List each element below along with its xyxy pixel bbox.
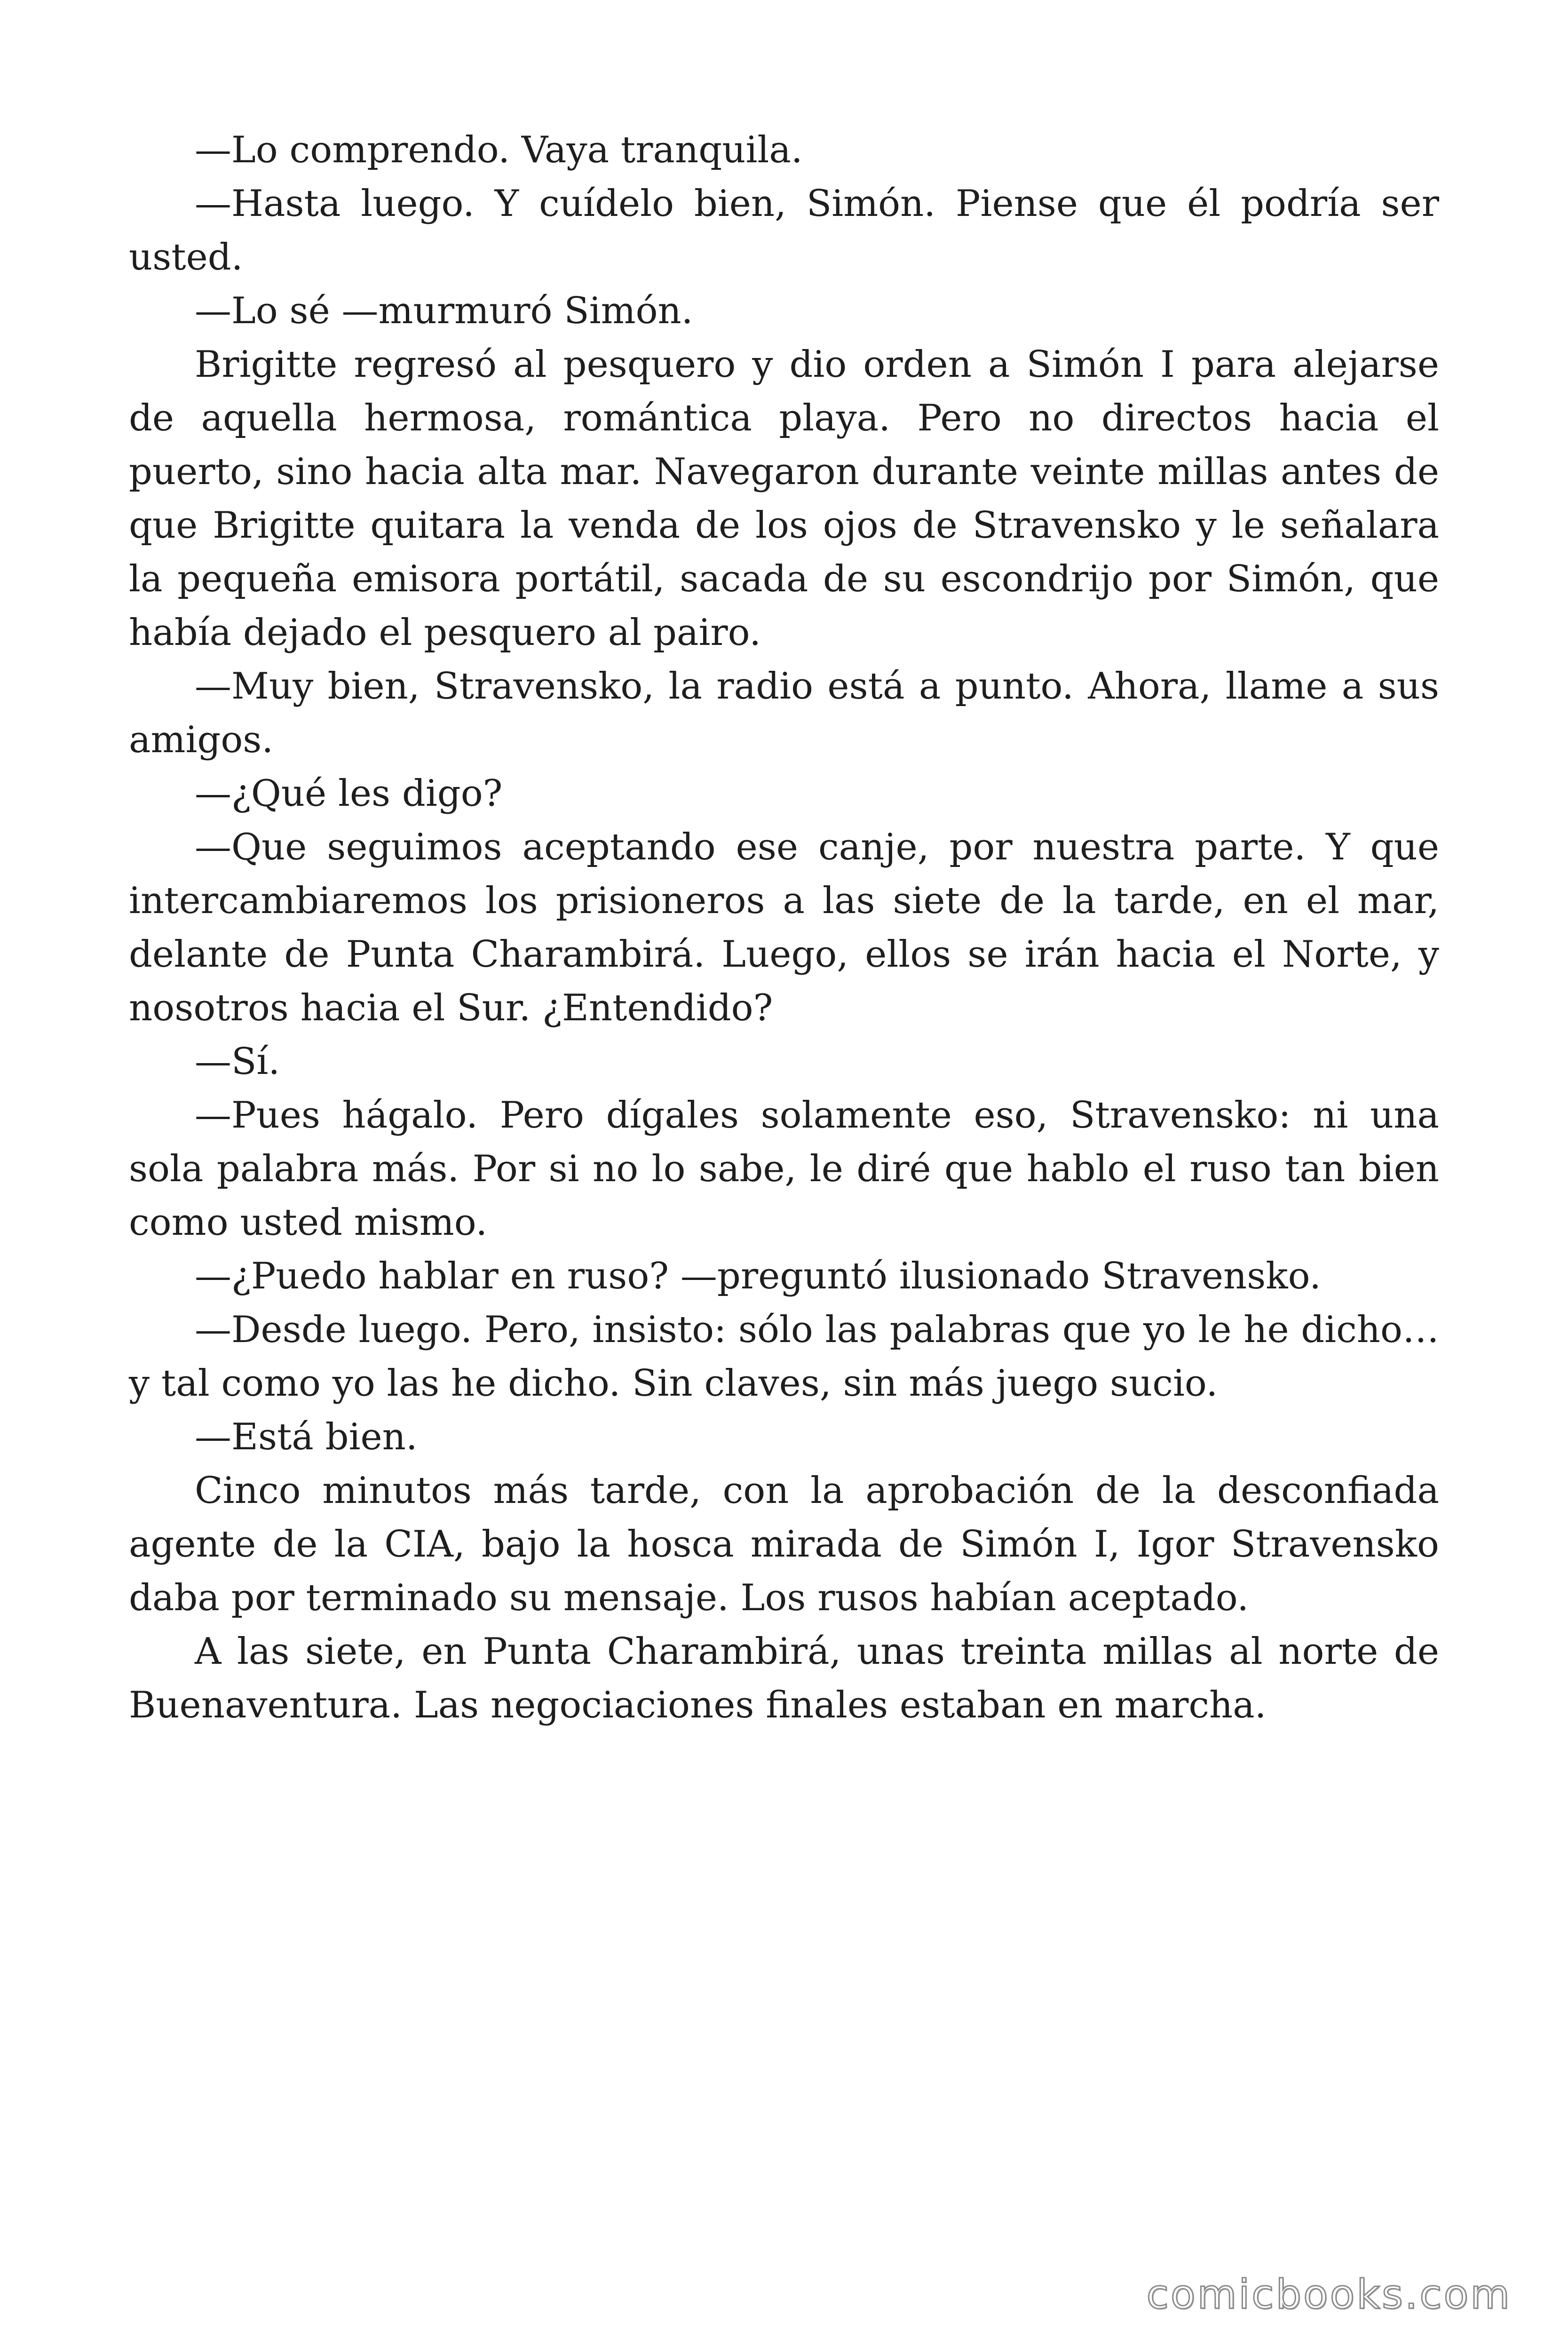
paragraph: —Muy bien, Stravensko, la radio está a punto. Ahora, llame a sus amigos. <box>129 665 1439 761</box>
paragraph: —Lo sé —murmuró Simón. <box>195 290 693 332</box>
paragraph: —Hasta luego. Y cuídelo bien, Simón. Piense que él podría ser usted. <box>129 183 1439 278</box>
paragraph: —Lo comprendo. Vaya tranquila. <box>195 129 803 171</box>
paragraph: A las siete, en Punta Charambirá, unas treinta millas al norte de Buenaventura. Las negociaciones finales estaban en marcha. <box>129 1630 1439 1726</box>
paragraph: Brigitte regresó al pesquero y dio orden a Simón I para alejarse de aquella hermosa, romántica playa. Pero no directos hacia el puerto, sino hacia alta mar. Navegaron durante veinte millas antes de que Brigitte quitara la venda de los ojos de Stravensko y le señalara la pequeña emisora portátil, sacada de su escondrijo por Simón, que había dejado el pesquero al pairo. <box>129 343 1439 654</box>
paragraph: —Está bien. <box>195 1416 418 1458</box>
paragraph: —Sí. <box>195 1041 280 1083</box>
paragraph: Cinco minutos más tarde, con la aprobación de la desconfiada agente de la CIA, bajo la hosca mirada de Simón I, Igor Stravensko daba por terminado su mensaje. Los rusos habían aceptado. <box>129 1470 1439 1619</box>
paragraph: —¿Puedo hablar en ruso? —preguntó ilusionado Stravensko. <box>195 1255 1321 1297</box>
watermark: comicbooks.com <box>1146 2271 1512 2318</box>
paragraph: —¿Qué les digo? <box>195 772 503 815</box>
paragraph: —Desde luego. Pero, insisto: sólo las palabras que yo le he dicho… y tal como yo las he dicho. Sin claves, sin más juego sucio. <box>129 1309 1439 1405</box>
paragraph: —Pues hágalo. Pero dígales solamente eso, Stravensko: ni una sola palabra más. Por si no lo sabe, le diré que hablo el ruso tan bien como usted mismo. <box>129 1094 1439 1244</box>
paragraph: —Que seguimos aceptando ese canje, por nuestra parte. Y que intercambiaremos los prisioneros a las siete de la tarde, en el mar, delante de Punta Charambirá. Luego, ellos se irán hacia el Norte, y nosotros hacia el Sur. ¿Entendido? <box>129 826 1439 1029</box>
body-text <box>129 123 1439 1732</box>
